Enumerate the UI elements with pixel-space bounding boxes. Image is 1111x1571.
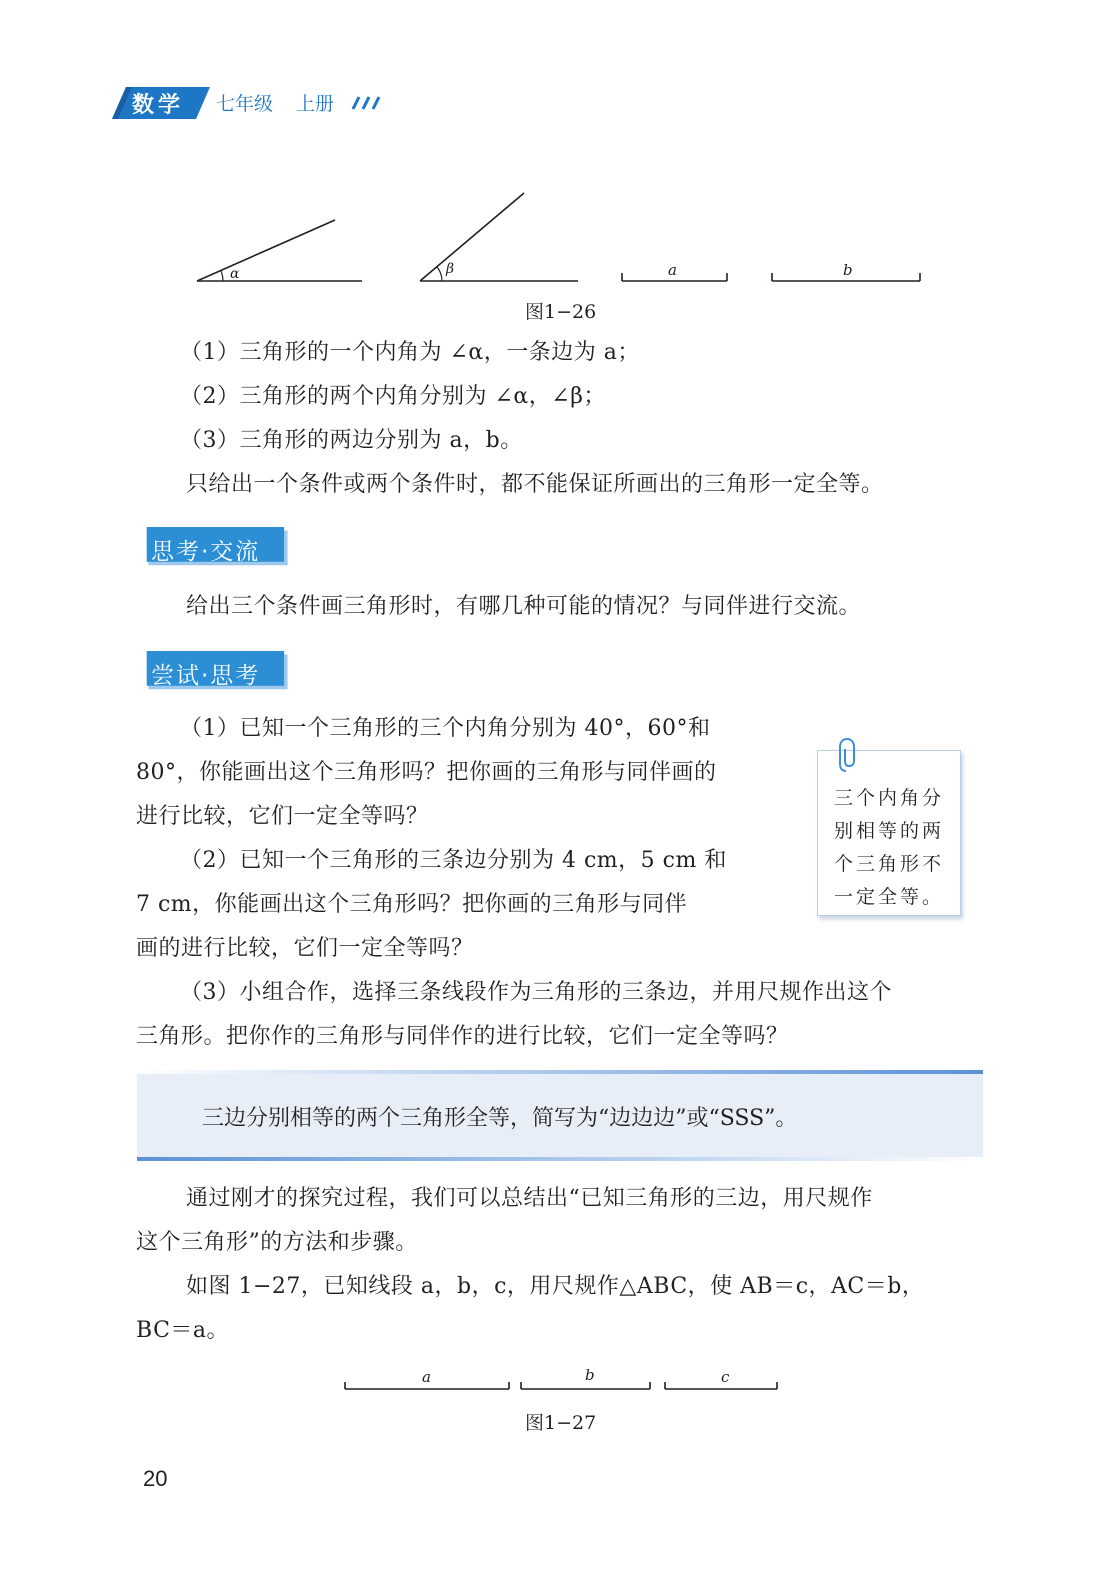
theorem-text: 三边分别相等的两个三角形全等，简写为“边边边”或“SSS”。 bbox=[202, 1106, 798, 1131]
condition-1: （1）三角形的一个内角为 ∠α，一条边为 a； bbox=[180, 340, 640, 365]
try-think-title: 尝试·思考 bbox=[151, 663, 261, 689]
summary-line1: 通过刚才的探究过程，我们可以总结出“已知三角形的三边，用尺规作 bbox=[186, 1186, 873, 1211]
paperclip-icon bbox=[838, 737, 860, 773]
item3-line1: （3）小组合作，选择三条线段作为三角形的三条边，并用尺规作出这个 bbox=[180, 980, 892, 1005]
segment-c-label: c bbox=[721, 1368, 730, 1386]
think-exchange-text: 给出三个条件画三角形时，有哪几种可能的情况？与同伴进行交流。 bbox=[186, 594, 862, 619]
side-note bbox=[817, 750, 961, 916]
segment-b bbox=[772, 261, 920, 281]
segment-c bbox=[665, 1368, 777, 1389]
condition-3: （3）三角形的两边分别为 a，b。 bbox=[180, 428, 523, 453]
item2-line1: （2）已知一个三角形的三条边分别为 4 cm，5 cm 和 bbox=[180, 848, 727, 873]
item2-line2: 7 cm，你能画出这个三角形吗？把你画的三角形与同伴 bbox=[136, 892, 688, 917]
page-number: 20 bbox=[143, 1466, 168, 1491]
item1-line3: 进行比较，它们一定全等吗？ bbox=[136, 804, 429, 829]
angle-alpha bbox=[197, 220, 362, 282]
side-note-line: 三个内角分 bbox=[834, 787, 945, 809]
header-grade: 七年级 bbox=[216, 93, 274, 115]
angle-beta bbox=[420, 193, 578, 281]
header-volume: 上册 bbox=[296, 93, 335, 115]
theorem-box-top-rule bbox=[137, 1070, 983, 1074]
segment-a-label: a bbox=[422, 1368, 431, 1386]
condition-2: （2）三角形的两个内角分别为 ∠α，∠β； bbox=[180, 384, 606, 409]
think-exchange-title: 思考·交流 bbox=[151, 539, 261, 565]
segment-a-label: a bbox=[668, 261, 677, 279]
segment-b-label: b bbox=[585, 1366, 595, 1384]
theorem-box-bottom-rule bbox=[137, 1157, 983, 1161]
segment-a bbox=[345, 1368, 509, 1389]
header-slash-icon bbox=[345, 95, 381, 111]
side-note-line: 个三角形不 bbox=[834, 853, 945, 875]
segment-a bbox=[622, 261, 727, 281]
figure-1-27 bbox=[340, 1362, 785, 1398]
example-line1: 如图 1−27，已知线段 a，b，c，用尺规作△ABC，使 AB＝c，AC＝b， bbox=[186, 1274, 925, 1299]
item3-line2: 三角形。把你作的三角形与同伴作的进行比较，它们一定全等吗？ bbox=[136, 1024, 789, 1049]
segment-b-label: b bbox=[843, 261, 853, 279]
side-note-line: 别相等的两 bbox=[834, 820, 945, 842]
figure-1-26 bbox=[190, 185, 930, 290]
example-line2: BC＝a。 bbox=[136, 1318, 230, 1343]
item1-line1: （1）已知一个三角形的三个内角分别为 40°，60°和 bbox=[180, 716, 711, 741]
beta-label: β bbox=[446, 261, 455, 277]
figure-1-26-caption: 图1−26 bbox=[525, 301, 597, 323]
segment-b bbox=[521, 1366, 650, 1389]
side-note-line: 一定全等。 bbox=[834, 886, 945, 908]
alpha-label: α bbox=[230, 266, 240, 282]
conclusion-line: 只给出一个条件或两个条件时，都不能保证所画出的三角形一定全等。 bbox=[186, 472, 884, 497]
summary-line2: 这个三角形”的方法和步骤。 bbox=[136, 1230, 418, 1255]
item1-line2: 80°，你能画出这个三角形吗？把你画的三角形与同伴画的 bbox=[136, 760, 717, 785]
header-subject: 数学 bbox=[132, 93, 185, 118]
item2-line3: 画的进行比较，它们一定全等吗？ bbox=[136, 936, 474, 961]
figure-1-27-caption: 图1−27 bbox=[525, 1412, 597, 1434]
